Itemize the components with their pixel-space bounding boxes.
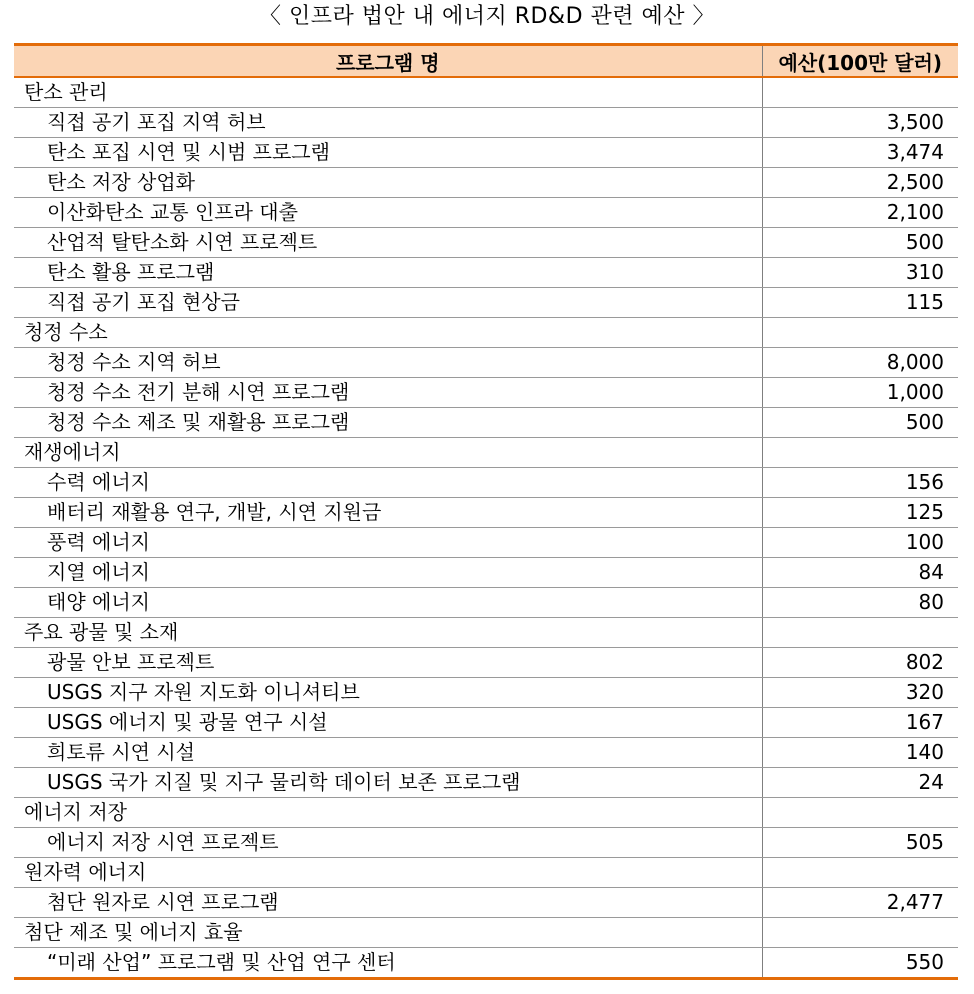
category-row — [14, 858, 958, 888]
budget-value: 1,000 — [762, 378, 958, 408]
budget-value — [762, 798, 958, 828]
table-row — [14, 588, 958, 618]
table-row — [14, 378, 958, 408]
program-name: 첨단 원자로 시연 프로그램 — [14, 888, 762, 918]
category-row — [14, 318, 958, 348]
header-budget: 예산(100만 달러) — [762, 45, 958, 78]
program-name: 산업적 탈탄소화 시연 프로젝트 — [14, 228, 762, 258]
category-name: 주요 광물 및 소재 — [14, 618, 762, 648]
category-name: 원자력 에너지 — [14, 858, 762, 888]
program-name: 배터리 재활용 연구, 개발, 시연 지원금 — [14, 498, 762, 528]
table-row — [14, 768, 958, 798]
program-name: 태양 에너지 — [14, 588, 762, 618]
budget-value: 2,100 — [762, 198, 958, 228]
budget-value: 24 — [762, 768, 958, 798]
category-row — [14, 798, 958, 828]
table-row — [14, 528, 958, 558]
budget-value: 2,477 — [762, 888, 958, 918]
category-row — [14, 918, 958, 948]
budget-value: 140 — [762, 738, 958, 768]
table-row — [14, 468, 958, 498]
budget-value — [762, 858, 958, 888]
program-name: 광물 안보 프로젝트 — [14, 648, 762, 678]
program-name: USGS 지구 자원 지도화 이니셔티브 — [14, 678, 762, 708]
budget-value — [762, 77, 958, 108]
budget-value: 100 — [762, 528, 958, 558]
budget-value: 8,000 — [762, 348, 958, 378]
budget-value: 320 — [762, 678, 958, 708]
budget-value: 802 — [762, 648, 958, 678]
category-name: 재생에너지 — [14, 438, 762, 468]
table-row — [14, 828, 958, 858]
budget-value: 80 — [762, 588, 958, 618]
program-name: 이산화탄소 교통 인프라 대출 — [14, 198, 762, 228]
table-row — [14, 288, 958, 318]
program-name: 청정 수소 전기 분해 시연 프로그램 — [14, 378, 762, 408]
table-row — [14, 258, 958, 288]
header-program-name: 프로그램 명 — [14, 45, 762, 78]
program-name: “미래 산업” 프로그램 및 산업 연구 센터 — [14, 948, 762, 979]
table-row — [14, 348, 958, 378]
table-row — [14, 708, 958, 738]
table-row — [14, 168, 958, 198]
budget-value — [762, 618, 958, 648]
program-name: USGS 에너지 및 광물 연구 시설 — [14, 708, 762, 738]
budget-table — [14, 43, 958, 980]
table-row — [14, 888, 958, 918]
budget-value: 156 — [762, 468, 958, 498]
budget-value — [762, 438, 958, 468]
budget-value: 2,500 — [762, 168, 958, 198]
category-name: 탄소 관리 — [14, 77, 762, 108]
program-name: 풍력 에너지 — [14, 528, 762, 558]
table-row — [14, 558, 958, 588]
table-row — [14, 678, 958, 708]
category-name: 청정 수소 — [14, 318, 762, 348]
program-name: 희토류 시연 시설 — [14, 738, 762, 768]
category-row — [14, 77, 958, 108]
table-row — [14, 648, 958, 678]
program-name: 에너지 저장 시연 프로젝트 — [14, 828, 762, 858]
program-name: 탄소 활용 프로그램 — [14, 258, 762, 288]
budget-value: 500 — [762, 408, 958, 438]
program-name: 탄소 포집 시연 및 시범 프로그램 — [14, 138, 762, 168]
table-row — [14, 108, 958, 138]
budget-value — [762, 918, 958, 948]
table-row — [14, 408, 958, 438]
budget-value: 550 — [762, 948, 958, 979]
table-row — [14, 498, 958, 528]
budget-value: 84 — [762, 558, 958, 588]
budget-value: 167 — [762, 708, 958, 738]
table-row — [14, 138, 958, 168]
program-name: 탄소 저장 상업화 — [14, 168, 762, 198]
category-name: 에너지 저장 — [14, 798, 762, 828]
table-title: 〈 인프라 법안 내 에너지 RD&D 관련 예산 〉 — [258, 4, 716, 29]
budget-value — [762, 318, 958, 348]
budget-value: 500 — [762, 228, 958, 258]
table-row — [14, 738, 958, 768]
budget-value: 505 — [762, 828, 958, 858]
program-name: 청정 수소 제조 및 재활용 프로그램 — [14, 408, 762, 438]
budget-value: 3,500 — [762, 108, 958, 138]
program-name: 직접 공기 포집 지역 허브 — [14, 108, 762, 138]
program-name: 직접 공기 포집 현상금 — [14, 288, 762, 318]
table-body — [14, 77, 958, 979]
category-row — [14, 438, 958, 468]
program-name: 수력 에너지 — [14, 468, 762, 498]
header-row — [14, 45, 958, 78]
table-row — [14, 198, 958, 228]
category-row — [14, 618, 958, 648]
budget-value: 310 — [762, 258, 958, 288]
budget-value: 115 — [762, 288, 958, 318]
program-name: 지열 에너지 — [14, 558, 762, 588]
budget-value: 3,474 — [762, 138, 958, 168]
table-row — [14, 228, 958, 258]
category-name: 첨단 제조 및 에너지 효율 — [14, 918, 762, 948]
budget-value: 125 — [762, 498, 958, 528]
program-name: 청정 수소 지역 허브 — [14, 348, 762, 378]
program-name: USGS 국가 지질 및 지구 물리학 데이터 보존 프로그램 — [14, 768, 762, 798]
table-row — [14, 948, 958, 979]
